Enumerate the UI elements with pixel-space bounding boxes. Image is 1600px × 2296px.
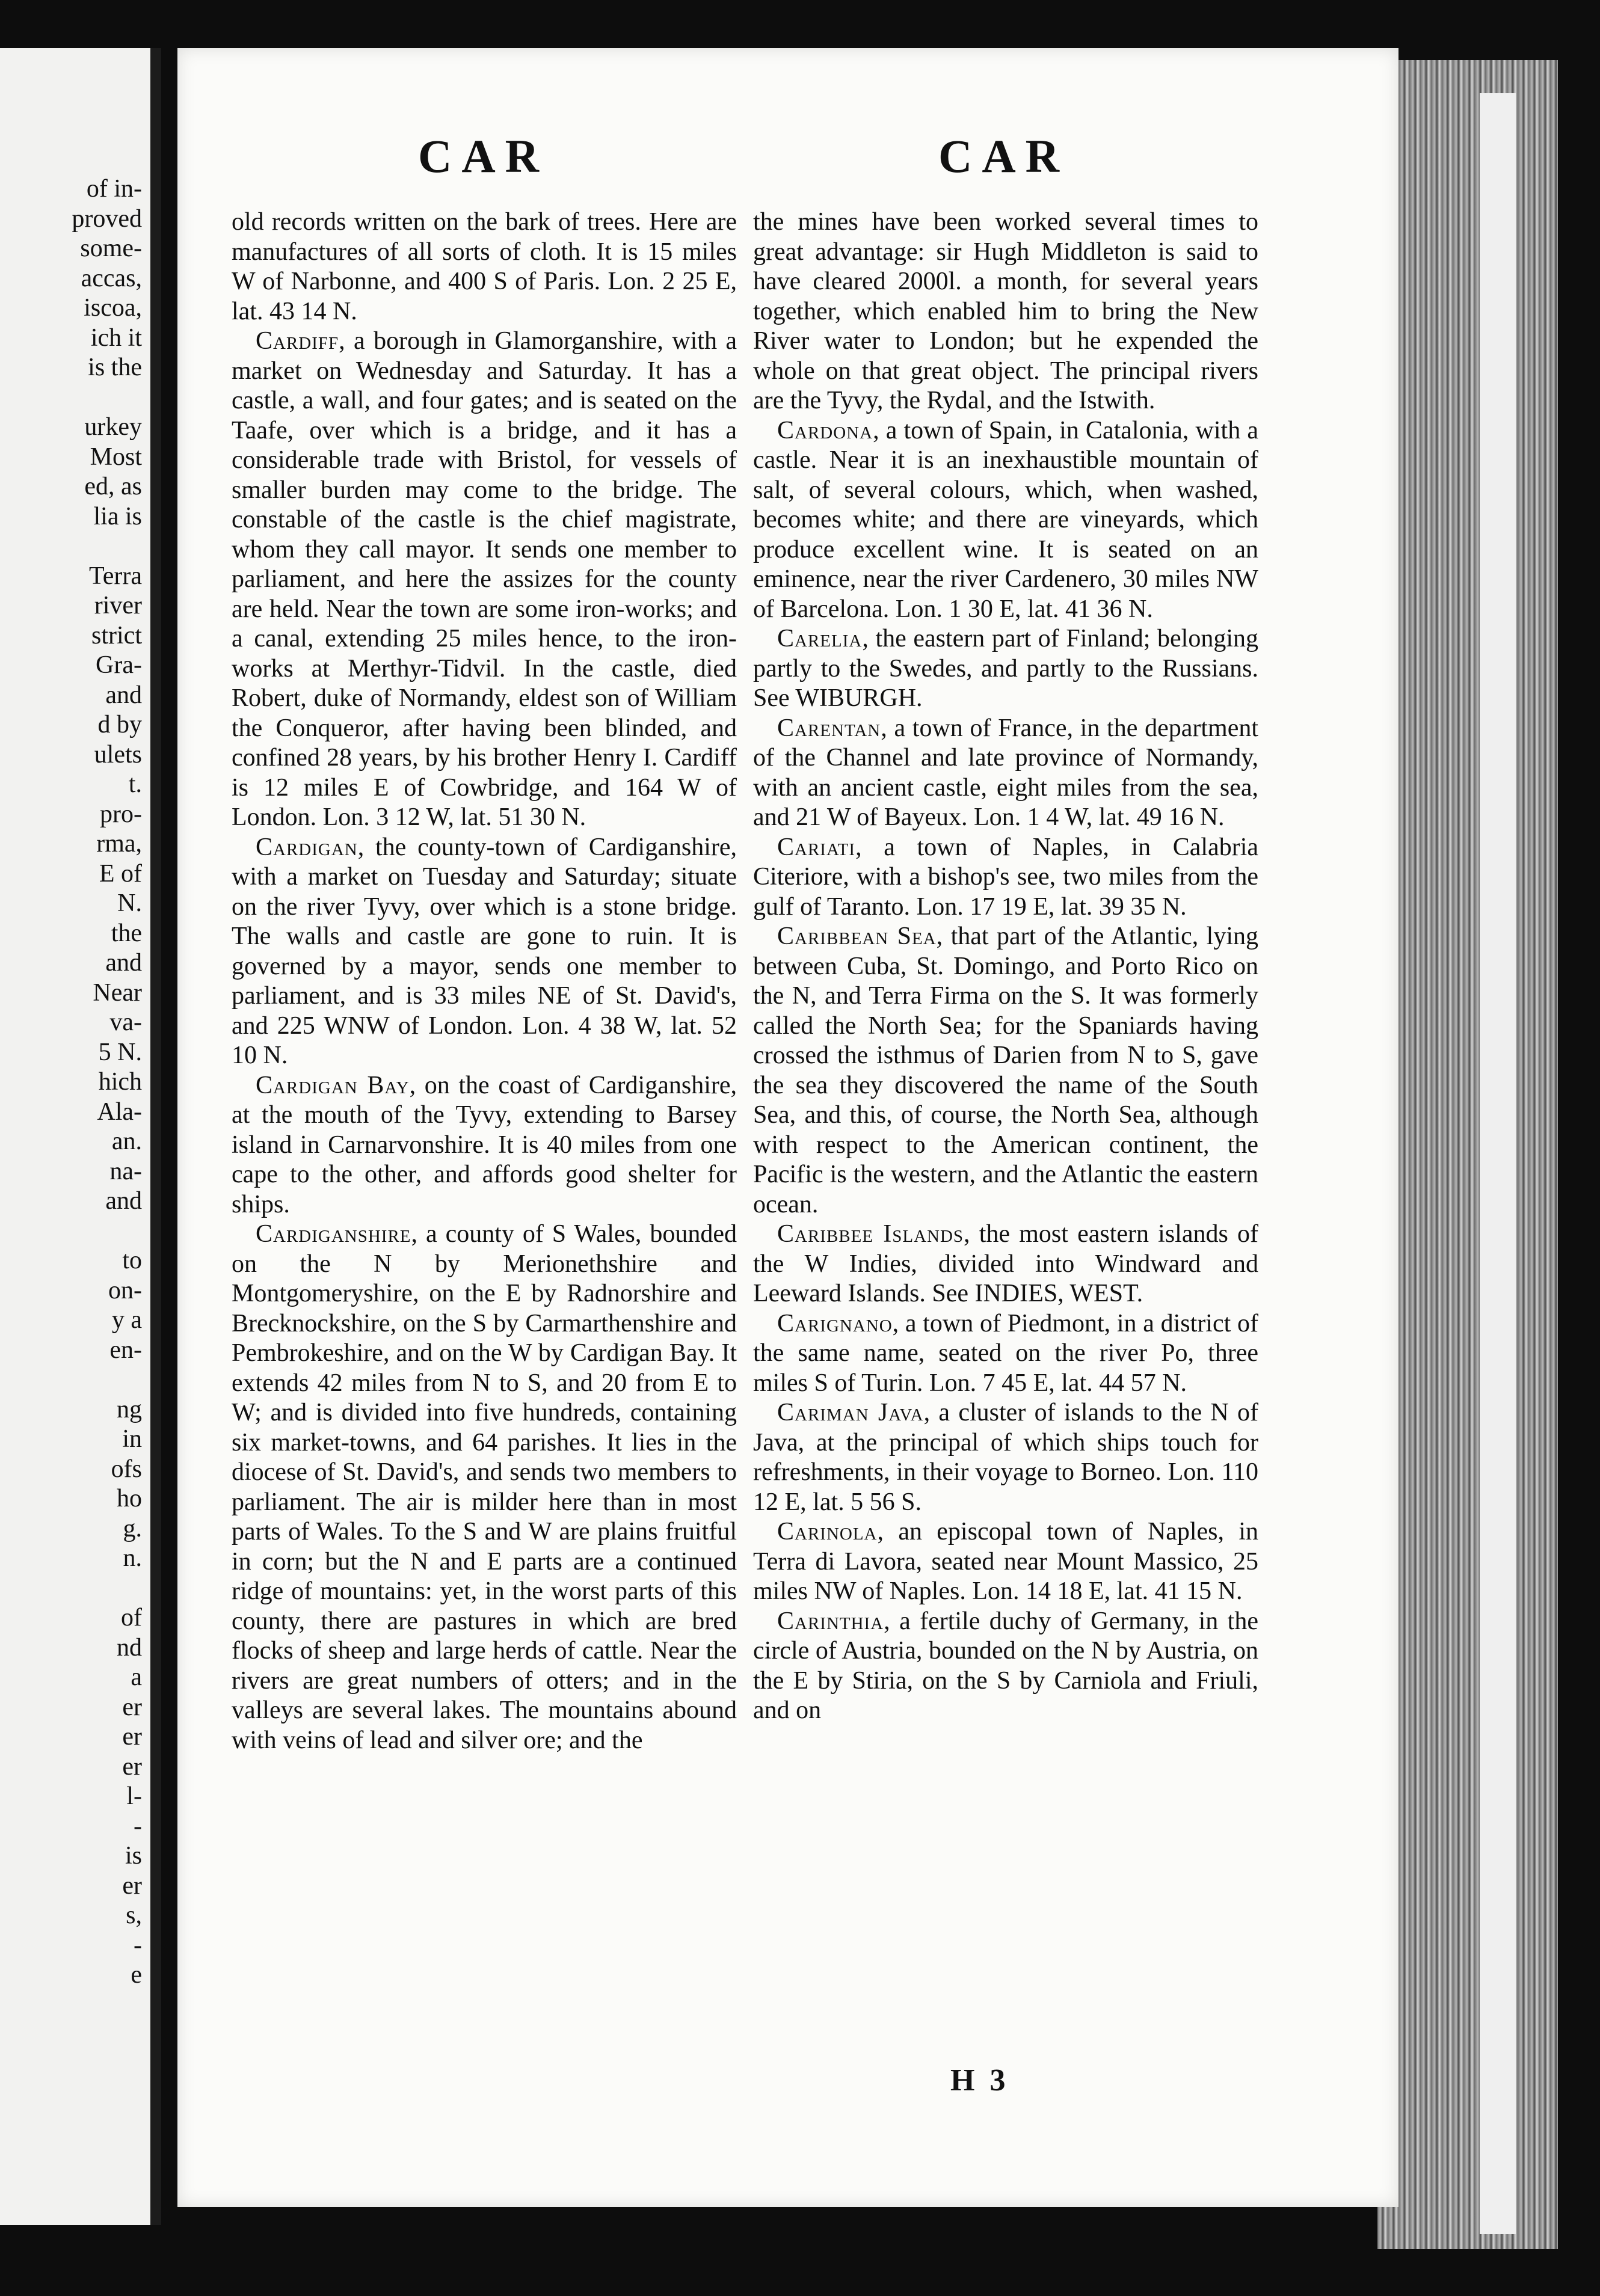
running-head-left: CAR [418, 130, 549, 182]
facing-page-fragment [10, 1365, 142, 1395]
facing-page-fragment: rma, [96, 830, 142, 858]
facing-page-fragment: of in- [86, 175, 142, 203]
facing-page-fragment: 5 N. [98, 1038, 142, 1066]
entry-text: , a town of Naples, in Calabria Citeriore, with a bishop's see, two miles from the gulf of Taranto. Lon. 17 19 E, lat. 39 35 N. [753, 833, 1258, 921]
facing-page-fragment: Terra [89, 562, 142, 590]
dictionary-entry [753, 1517, 1258, 1607]
facing-page-fragment: nd [117, 1633, 142, 1662]
signature-mark: H 3 [950, 2063, 1009, 2098]
facing-page-fragment: pro- [100, 800, 142, 828]
entry-text: , an episcopal town of Naples, in Terra di Lavora, seated near Mount Massico, 25 miles NW of Naples. Lon. 14 18 E, lat. 41 15 N. [753, 1518, 1258, 1605]
dictionary-entry [753, 1398, 1258, 1517]
facing-page-fragment [10, 383, 142, 413]
facing-page-fragment: en- [109, 1336, 142, 1364]
facing-page-fragment: N. [117, 889, 142, 917]
entry-text: the mines have been worked several times to great advantage: sir Hugh Middleton is said to have cleared 2000l. a month, for several years together, which enabled him to bring the New River water to London; but he expended the whole on that great object. The principal rivers are the Tyvy, the Rydal, and the Istwith. [753, 208, 1258, 414]
dictionary-entry [753, 207, 1258, 416]
facing-page-fragment: y a [111, 1306, 142, 1334]
facing-page-fragment: and [105, 949, 142, 977]
facing-page-fragment: ulets [94, 740, 142, 769]
facing-page-fragment: t. [128, 770, 142, 798]
facing-page-text [10, 174, 142, 1991]
facing-page-fragment: Ala- [97, 1097, 142, 1126]
dictionary-entry [753, 833, 1258, 922]
facing-page-fragment: s, [126, 1902, 142, 1929]
running-head-right: CAR [938, 130, 1069, 182]
facing-page-fragment: E of [99, 859, 142, 888]
facing-page-fragment: of [121, 1604, 142, 1631]
facing-page-fragment: ich it [90, 324, 142, 352]
dictionary-entry [232, 1220, 737, 1755]
dictionary-entry [753, 1220, 1258, 1309]
facing-page-fragment: g. [123, 1514, 142, 1542]
facing-page-fragment: urkey [84, 413, 142, 441]
facing-page-fragment: Near [93, 978, 142, 1007]
facing-page-fragment [10, 1217, 142, 1247]
facing-page-fragment: some- [80, 235, 142, 262]
dictionary-entry [232, 327, 737, 833]
entry-text: , a borough in Glamorganshire, with a market on Wednesday and Saturday. It has a castle, a wall, and four gates; and is seated on the Taafe, over which is a bridge, and it has a considerable trade with Bristol, for vessels of smaller burden may come to the bridge. The constable of the castle is the chief magistrate, whom they call mayor. It sends one member to parliament, and here the assizes for the county are held. Near the town are some iron-works; and a canal, extending 25 miles hence, to the iron-works at Merthyr-Tidvil. In the castle, died Robert, duke of Normandy, eldest son of William the Conqueror, after having been blinded, and confined 28 years, by his brother Henry I. Cardiff is 12 miles E of Cowbridge, and 164 W of London. Lon. 3 12 W, lat. 51 30 N. [232, 327, 737, 831]
facing-page-fragment [10, 532, 142, 562]
dictionary-entry [753, 922, 1258, 1220]
dictionary-entry [753, 1309, 1258, 1399]
dictionary-entry [753, 624, 1258, 714]
facing-page-fragment: in [122, 1425, 142, 1453]
facing-page-fragment: an. [111, 1128, 142, 1155]
entry-text: , a county of S Wales, bounded on the N by Merionethshire and Montgomeryshire, on the E by Radnorshire and Brecknockshire, on the S by Carmarthenshire and Pembrokeshire, and on the W by Cardigan Bay. It extends 42 miles from N to S, and 20 from E to W; and is divided into five hundreds, containing six market-towns, and 64 parishes. It lies in the diocese of St. David's, and sends two members to parliament. The air is milder here than in most parts of Wales. To the S and W are plains fruitful in corn; but the N and E parts are a continued ridge of mountains: yet, in the worst parts of this county, there are pastures in which are bred flocks of sheep and large herds of cattle. Near the rivers are great numbers of otters; and in the valleys are several lakes. The mountains abound with veins of lead and silver ore; and the [232, 1220, 737, 1754]
facing-page-fragment: accas, [81, 264, 142, 292]
entry-text: , a town of France, in the department of the Channel and late province of Normandy, with an ancient castle, eight miles from the sea, and 21 W of Bayeux. Lon. 1 4 W, lat. 49 16 N. [753, 714, 1258, 831]
entry-text: , that part of the Atlantic, lying between Cuba, St. Domingo, and Porto Rico on the N, and Terra Firma on the S. It was formerly called the North Sea; for the Spaniards having crossed the isthmus of Darien from N to S, gave the sea they discovered the name of the South Sea, and this, of course, the North Sea, although with respect to the American continent, the Pacific is the western, and the Atlantic the eastern ocean. [753, 922, 1258, 1218]
facing-page-fragment: l- [126, 1782, 142, 1810]
entry-headword: Cardigan Bay [256, 1071, 410, 1099]
facing-page-fragment: lia is [93, 502, 142, 530]
entry-headword: Caribbean Sea [777, 922, 937, 950]
entry-headword: Cardigan [256, 833, 358, 861]
facing-page-fragment: and [105, 681, 142, 709]
text-column-right [753, 207, 1258, 1726]
entry-headword: Cardiganshire [256, 1220, 411, 1248]
dictionary-entry [753, 1607, 1258, 1726]
entry-text: , the eastern part of Finland; belonging partly to the Swedes, and partly to the Russians. See WIBURGH. [753, 625, 1258, 712]
dictionary-entry [753, 714, 1258, 833]
entry-headword: Carinola [777, 1518, 878, 1546]
dictionary-entry [232, 833, 737, 1071]
entry-text: , the most eastern islands of the W Indies, divided into Windward and Leeward Islands. See INDIES, WEST. [753, 1220, 1259, 1307]
entry-headword: Carentan [777, 714, 881, 742]
facing-page-fragment: ho [117, 1485, 142, 1512]
facing-page-fragment: iscoa, [84, 294, 142, 322]
facing-page-fragment: and [105, 1187, 142, 1215]
facing-page-fragment: on- [108, 1276, 142, 1304]
dictionary-entry [232, 1071, 737, 1220]
entry-headword: Carelia [777, 625, 863, 652]
entry-text: old records written on the bark of trees. Here are manufactures of all sorts of cloth. It is 15 miles W of Narbonne, and 400 S of Paris. Lon. 2 25 E, lat. 43 14 N. [232, 208, 737, 325]
entry-headword: Carinthia [777, 1607, 884, 1635]
entry-text: , a town of Piedmont, in a district of the same name, seated on the river Po, three miles S of Turin. Lon. 7 45 E, lat. 44 57 N. [753, 1309, 1258, 1397]
facing-page-fragment: is the [88, 354, 142, 381]
facing-page-fragment: na- [109, 1157, 142, 1185]
facing-page-fragment: the [111, 919, 142, 947]
entry-headword: Cariman Java [777, 1399, 924, 1426]
facing-page-fragment: er [122, 1723, 142, 1751]
dictionary-entry [753, 416, 1258, 625]
facing-page-fragment: hich [98, 1068, 142, 1096]
entry-headword: Caribbee Islands [777, 1220, 964, 1248]
text-column-left [232, 207, 737, 1755]
facing-page-fragment: ng [117, 1395, 142, 1423]
facing-page-fragment: e [131, 1961, 142, 1989]
facing-page-fragment: va- [109, 1008, 142, 1036]
entry-headword: Cardona [777, 416, 873, 444]
facing-page-fragment: is [125, 1842, 142, 1870]
facing-page-edge [0, 48, 161, 2225]
dictionary-entry [232, 207, 737, 327]
facing-page-fragment: er [122, 1752, 142, 1781]
facing-page-fragment: to [122, 1247, 142, 1274]
page-edge-strip [1480, 93, 1516, 2234]
facing-page-fragment: river [94, 592, 142, 619]
facing-page-fragment: ofs [111, 1455, 142, 1483]
facing-page-fragment: - [134, 1812, 142, 1840]
page-edges [1377, 60, 1558, 2249]
entry-headword: Cariati [777, 833, 856, 861]
entry-headword: Carignano [777, 1309, 893, 1337]
facing-page-fragment: Gra- [96, 651, 142, 679]
facing-page-fragment: - [134, 1931, 142, 1959]
facing-page-fragment: ed, as [84, 473, 142, 500]
facing-page-fragment: a [131, 1663, 142, 1691]
facing-page-fragment: n. [123, 1544, 142, 1572]
facing-page-fragment: strict [91, 621, 142, 649]
entry-text: , on the coast of Cardiganshire, at the mouth of the Tyvy, extending to Barsey island in Carnarvonshire. It is 40 miles from one cape to the other, and affords good shelter for ships. [232, 1071, 737, 1218]
entry-text: , a town of Spain, in Catalonia, with a castle. Near it is an inexhaustible mountain of salt, of several colours, which, when washed, becomes white; and there are vineyards, which produce excellent wine. It is seated on an eminence, near the river Cardenero, 30 miles NW of Barcelona. Lon. 1 30 E, lat. 41 36 N. [753, 416, 1258, 623]
facing-page-fragment: Most [90, 443, 142, 471]
facing-page-fragment: d by [97, 711, 142, 738]
facing-page-fragment: proved [72, 204, 142, 233]
entry-text: , a cluster of islands to the N of Java, at the principal of which ships touch for refreshments, in their voyage to Borneo. Lon. 110 12 E, lat. 5 56 S. [753, 1399, 1259, 1516]
entry-headword: Cardiff [256, 327, 339, 355]
facing-page-fragment [10, 1574, 142, 1604]
entry-text: , the county-town of Cardiganshire, with a market on Tuesday and Saturday; situate on the river Tyvy, over which is a stone bridge. The walls and castle are gone to ruin. It is governed by a mayor, sends one member to parliament, and is 33 miles NE of St. David's, and 225 WNW of London. Lon. 4 38 W, lat. 52 10 N. [232, 833, 737, 1069]
entry-text: , a fertile duchy of Germany, in the circle of Austria, bounded on the N by Austria, on the E by Stiria, on the S by Carniola and Friuli, and on [753, 1607, 1258, 1724]
facing-page-fragment: er [122, 1871, 142, 1900]
facing-page-fragment: er [122, 1693, 142, 1721]
